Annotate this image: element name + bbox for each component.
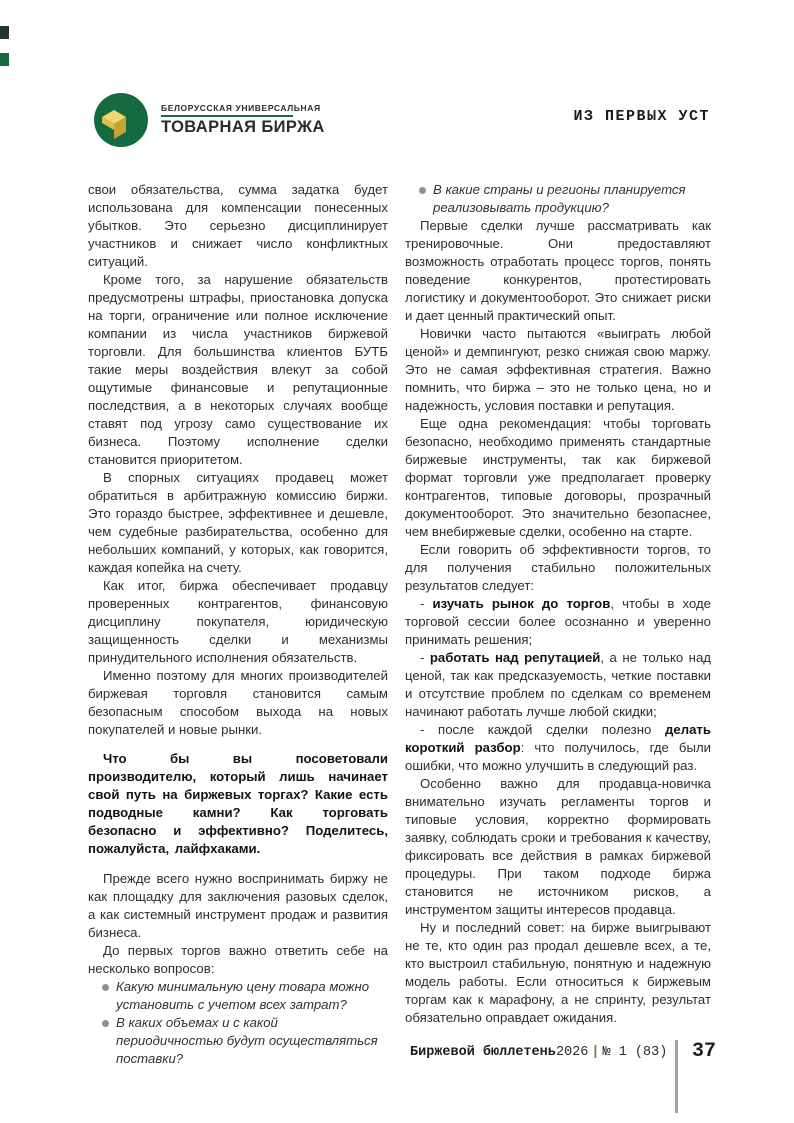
paragraph: Именно поэтому для многих производителей биржевая торговля становится самым безопасным способом выхода на новых покупателей и новые рынки.	[88, 668, 388, 737]
paragraph: - после каждой сделки полезно делать короткий разбор: что получилось, где были ошибки, что можно улучшить в следующий раз.	[405, 722, 712, 773]
bullet-icon	[102, 1020, 109, 1027]
paragraph: свои обязательства, сумма задатка будет использована для компенсации понесенных убытков. Это серьезно дисциплинирует участников и снижает число конфликтных ситуаций.	[88, 182, 388, 269]
paragraph: Прежде всего нужно воспринимать биржу не как площадку для заключения разовых сделок, а как системный инструмент продаж и развития бизнеса.	[88, 871, 388, 940]
butb-logo	[94, 93, 325, 147]
footer-year: 2026	[556, 1045, 589, 1060]
paragraph: В спорных ситуациях продавец может обратиться в арбитражную комиссию биржи. Это гораздо быстрее, эффективнее и дешевле, чем судебные разбирательства, особенно для небольших компаний, у которых, как говорится, каждая копейка на счету.	[88, 470, 388, 575]
footer-issue-info	[556, 1045, 667, 1060]
paragraph: Если говорить об эффективности торгов, то для получения стабильно положительных результатов следует:	[405, 542, 711, 593]
bullet-icon	[102, 984, 109, 991]
paragraph: Ну и последний совет: на бирже выигрывают не те, кто один раз продал дешевле всех, а те, кто выстроил стабильную, понятную и надежную модель работы. Если относиться к биржевым торгам как к марафону, а не спринту, результат обязательно оправдает ожидания.	[405, 920, 711, 1025]
section-heading: ИЗ ПЕРВЫХ УСТ	[573, 108, 710, 125]
logo-line2: ТОВАРНАЯ БИРЖА	[161, 118, 325, 136]
butb-logo-mark-icon	[94, 93, 148, 147]
butb-logo-text	[161, 103, 325, 137]
print-mark-green	[0, 53, 9, 66]
paragraph: - изучать рынок до торгов, чтобы в ходе торговой сессии более осознанно и уверенно принимать решения;	[405, 596, 711, 647]
paragraph: - работать над репутацией, а не только над ценой, так как предсказуемость, четкие поставки и отсутствие проблем по сделкам со временем начинают работать лучше любой скидки;	[405, 650, 711, 719]
paragraph: Что бы вы посоветовали производителю, который лишь начинает свой путь на биржевых торгах? Какие есть подводные камни? Как торговать безопасно и эффективно? Поделитесь, пожалуйста, лайфхаками.	[88, 751, 388, 856]
paragraph: Новички часто пытаются «выиграть любой ценой» и демпингуют, резко снижая свою маржу. Это не самая эффективная стратегия. Важно помнить, что биржа – это не только цена, но и надежность, условия поставки и репутация.	[405, 326, 711, 413]
article-column-left	[88, 181, 388, 1068]
bullet-icon	[419, 187, 426, 194]
paragraph: Первые сделки лучше рассматривать как тренировочные. Они предоставляют возможность отработать процесс торгов, понять поведение конкурентов, протестировать логистику и документооборот. Это снижает риски и дает ценный практический опыт.	[405, 218, 711, 323]
page-number: 37	[692, 1040, 717, 1063]
paragraph: Особенно важно для продавца-новичка внимательно изучать регламенты торгов и типовые условия, корректно формировать заявку, соблюдать сроки и требования к качеству, фиксировать все действия в рамках биржевой процедуры. При таком подходе биржа становится не источником рисков, а инструментом защиты интересов продавца.	[405, 776, 711, 917]
paragraph: До первых торгов важно ответить себе на несколько вопросов:	[88, 943, 388, 976]
footer-issue-number: № 1 (83)	[602, 1045, 668, 1060]
paragraph: Кроме того, за нарушение обязательств предусмотрены штрафы, приостановка допуска на торги, ограничение или полное исключение компании из числа участников биржевой торговли. Для большинства клиентов БУТБ такие меры воздействия влекут за собой ощутимые финансовые и репутационные последствия, а в некоторых случаях вообще ставят под угрозу само существование их бизнеса. Поэтому исполнение сделки становится приоритетом.	[88, 272, 388, 467]
footer-vertical-divider	[675, 1040, 678, 1113]
paragraph: Еще одна рекомендация: чтобы торговать безопасно, необходимо применять стандартные биржевые инструменты, так как биржевой формат торговли уже предполагает проверку контрагентов, типовые договоры, прозрачный документооборот. Это значительно безопаснее, чем внебиржевые сделки, особенно на старте.	[405, 416, 711, 539]
logo-line1: БЕЛОРУССКАЯ УНИВЕРСАЛЬНАЯ	[161, 103, 321, 113]
footer-journal-title: Биржевой бюллетень	[410, 1045, 556, 1060]
footer-pipe-divider: |	[591, 1045, 600, 1060]
article-column-right	[405, 181, 711, 1027]
print-mark-dark	[0, 26, 9, 39]
bullet-item: В каких объемах и с какой периодичностью будут осуществляться поставки?	[88, 1014, 388, 1068]
logo-green-rule	[161, 115, 293, 117]
bullet-item: Какую минимальную цену товара можно установить с учетом всех затрат?	[88, 978, 388, 1014]
paragraph: Как итог, биржа обеспечивает продавцу проверенных контрагентов, финансовую дисциплину покупателя, юридическую защищенность сделки и механизмы принудительного исполнения обязательств.	[88, 578, 388, 665]
bullet-item: В какие страны и регионы планируется реализовывать продукцию?	[405, 181, 711, 217]
